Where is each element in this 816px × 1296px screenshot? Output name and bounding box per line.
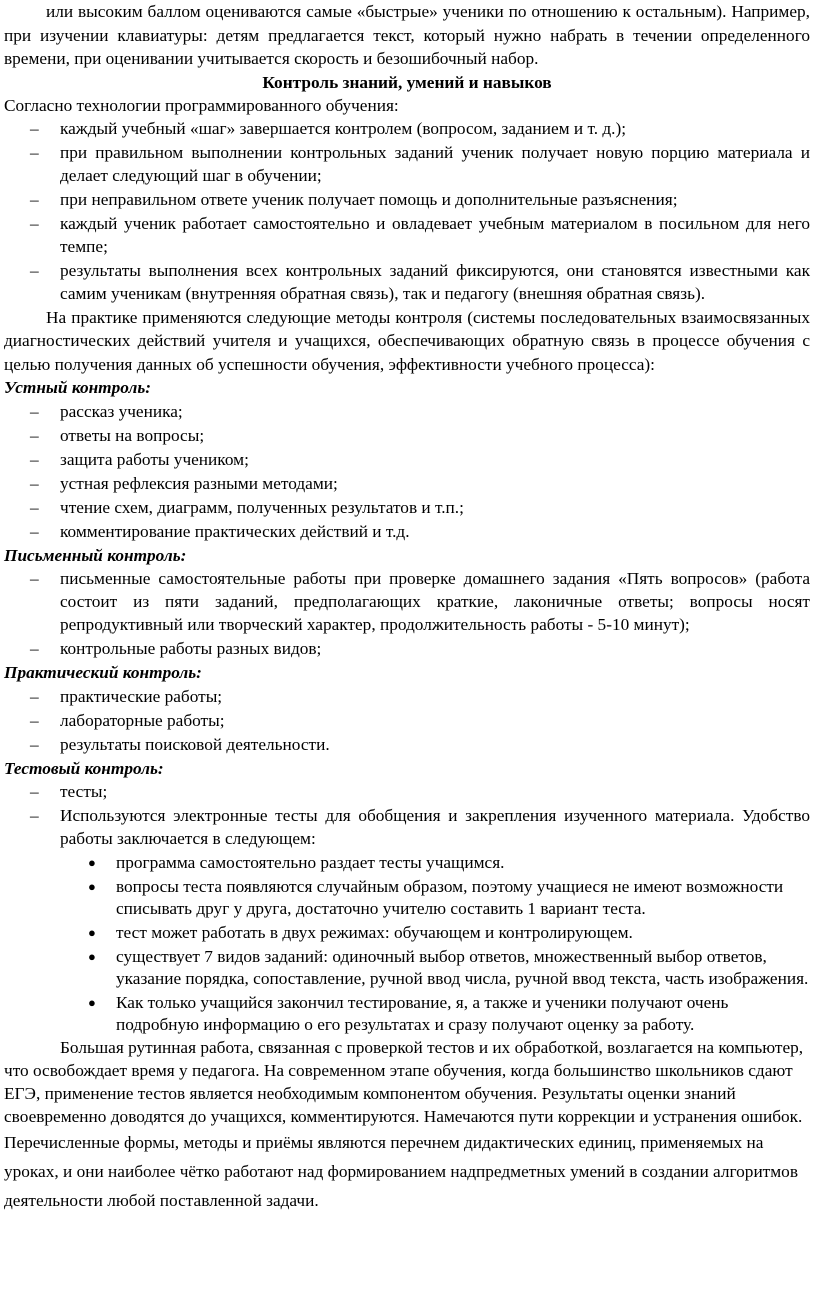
- conclusion-paragraph: Большая рутинная работа, связанная с проверкой тестов и их обработкой, возлагается на компьютер, что освобождает время у педагога. На современном этапе обучения, когда большинство школьников сдают ЕГЭ, применение тестов является необходимым компонентом обучения. Результаты оценки знаний своевременно доводятся до учащихся, комментируются. Намечаются пути коррекции и устранения ошибок.: [4, 1038, 804, 1126]
- written-control-title: Письменный контроль:: [4, 545, 187, 565]
- test-control-title: Тестовый контроль:: [4, 758, 164, 778]
- list-item: – чтение схем, диаграмм, полученных результатов и т.п.;: [30, 497, 464, 517]
- practical-control-title: Практический контроль:: [4, 663, 202, 682]
- dash-marker-icon: –: [30, 473, 39, 493]
- test-control-list: [4, 780, 810, 850]
- list-item: – результаты поисковой деятельности.: [30, 734, 330, 754]
- section-heading: Контроль знаний, умений и навыков: [262, 72, 552, 92]
- bullet-icon: ●: [88, 925, 96, 940]
- list-item: – при правильном выполнении контрольных заданий ученик получает новую порцию материала и делает следующий шаг в обучении;: [30, 142, 810, 185]
- dash-marker-icon: –: [30, 497, 39, 517]
- dash-marker-icon: –: [30, 569, 39, 588]
- program-list: [4, 117, 810, 305]
- bullet-icon: ●: [88, 855, 96, 870]
- written-control-list: [4, 567, 810, 660]
- list-item: – защита работы учеником;: [30, 449, 249, 469]
- bullet-icon: ●: [88, 879, 96, 894]
- list-item: ● Как только учащийся закончил тестирование, я, а также и ученики получают очень подробную информацию о его результатах и сразу получают оценку за работу.: [88, 993, 729, 1034]
- program-intro: Согласно технологии программированного обучения:: [4, 95, 399, 115]
- dash-marker-icon: –: [30, 710, 39, 730]
- dash-marker-icon: –: [30, 213, 39, 233]
- dash-marker-icon: –: [30, 521, 39, 541]
- dash-marker-icon: –: [30, 806, 39, 825]
- list-item: – устная рефлексия разными методами;: [30, 473, 338, 493]
- list-item: – каждый ученик работает самостоятельно и овладевает учебным материалом в посильном для него темпе;: [30, 213, 810, 256]
- dash-marker-icon: –: [30, 189, 39, 209]
- dash-marker-icon: –: [30, 142, 39, 162]
- list-item: – ответы на вопросы;: [30, 425, 205, 445]
- dash-marker-icon: –: [30, 782, 39, 801]
- dash-marker-icon: –: [30, 639, 39, 658]
- dash-marker-icon: –: [30, 401, 39, 421]
- bullet-icon: ●: [88, 995, 96, 1010]
- practical-control-list: [4, 685, 810, 756]
- list-item: ● существует 7 видов заданий: одиночный выбор ответов, множественный выбор ответов, указание порядка, сопоставление, ручной ввод числа, ручной ввод текста, часть изображения.: [88, 947, 809, 988]
- list-item: – лабораторные работы;: [30, 710, 225, 730]
- list-item: – контрольные работы разных видов;: [30, 639, 322, 658]
- dash-marker-icon: –: [30, 425, 39, 445]
- list-item: – каждый учебный «шаг» завершается контролем (вопросом, заданием и т. д.);: [30, 118, 627, 138]
- list-item: – комментирование практических действий и т.д.: [30, 521, 410, 541]
- dash-marker-icon: –: [30, 734, 39, 754]
- dash-marker-icon: –: [30, 686, 39, 706]
- bullet-icon: ●: [88, 949, 96, 964]
- list-item: – практические работы;: [30, 686, 223, 706]
- oral-control-title: Устный контроль:: [4, 378, 151, 397]
- list-item: – результаты выполнения всех контрольных заданий фиксируются, они становятся известными как самим ученикам (внутренняя обратная связь), так и педагогу (внешняя обратная связь).: [30, 260, 810, 303]
- list-item: ● тест может работать в двух режимах: обучающем и контролирующем.: [88, 923, 633, 942]
- oral-control-list: [4, 400, 810, 543]
- dash-marker-icon: –: [30, 260, 39, 280]
- list-item: ● вопросы теста появляются случайным образом, поэтому учащиеся не имеют возможности списывать друг у друга, достаточно учителю составить 1 вариант теста.: [88, 877, 784, 918]
- methods-paragraph: На практике применяются следующие методы контроля (системы последовательных взаимосвязанных диагностических действий учителя и учащихся, обеспечивающих обратную связь в процессе обучения с целью получения данных об успешности обучения, эффективности учебного процесса):: [4, 307, 810, 374]
- final-paragraph: Перечисленные формы, методы и приёмы являются перечнем дидактических единиц, применяемых на уроках, и они наиболее чётко работают над формированием надпредметных умений в создании алгоритмов деятельности любой поставленной задачи.: [4, 1133, 798, 1210]
- intro-paragraph: или высоким баллом оцениваются самые «быстрые» ученики по отношению к остальным). Например, при изучении клавиатуры: детям предлагается текст, который нужно набрать в течении определенного времени, при оценивании учитывается скорость и безошибочный набор.: [4, 2, 810, 68]
- list-item: – рассказ ученика;: [30, 401, 183, 421]
- list-item: – Используются электронные тесты для обобщения и закрепления изученного материала. Удобство работы заключается в следующем:: [30, 806, 810, 848]
- list-item: ● программа самостоятельно раздает тесты учащимся.: [88, 853, 505, 872]
- list-item: – письменные самостоятельные работы при проверке домашнего задания «Пять вопросов» (работа состоит из пяти заданий, предполагающих краткие, лаконичные ответы; вопросы носят репродуктивный или творческий характер, продолжительность работы - 5-10 минут);: [30, 569, 810, 634]
- dash-marker-icon: –: [30, 118, 39, 138]
- test-advantages-list: [4, 852, 810, 1036]
- dash-marker-icon: –: [30, 449, 39, 469]
- list-item: – при неправильном ответе ученик получает помощь и дополнительные разъяснения;: [30, 189, 678, 209]
- list-item: – тесты;: [30, 782, 108, 801]
